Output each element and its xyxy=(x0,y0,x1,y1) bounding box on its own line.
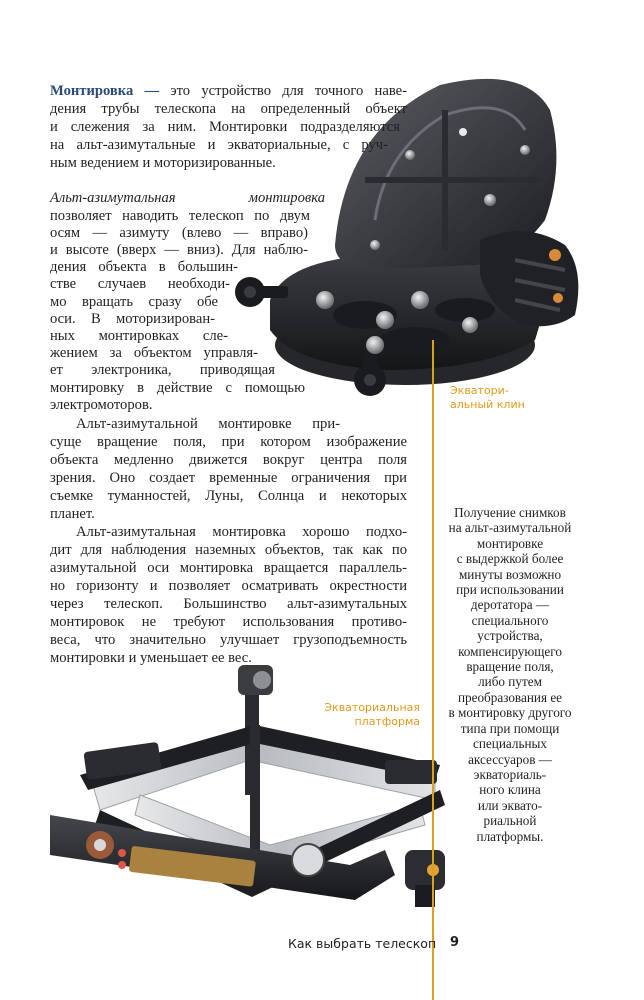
paragraph-line: Альт-азимутальной монтировке при- xyxy=(76,416,340,432)
paragraph-line: позволяет наводить телескоп по двум xyxy=(50,208,310,224)
paragraph-line: дения трубы телескопа на определенный объект xyxy=(50,101,407,117)
paragraph-line: веса, что значительно улучшает грузоподъемность xyxy=(50,632,407,648)
paragraph-line: жением за объектом управля- xyxy=(50,345,258,361)
paragraph-line: мо вращать сразу обе xyxy=(50,294,218,310)
paragraph-line: через телескоп. Большинство альт-азимутальных xyxy=(50,596,407,612)
caption-wedge: Экватори- альный клин xyxy=(450,384,525,411)
paragraph-line: монтировки и уменьшает ее вес. xyxy=(50,650,252,666)
sidebar-note: Получение снимков на альт-азимутальной монтировке с выдержкой более минуты возможно при использовании деротатора — специального устройства, компенсирующего вращение поля, либо путем преобразования ее в монтировку другого типа при помощи специальных аксессуаров — экваториаль- ного клина или эквато- риальной платформы. xyxy=(448,505,572,844)
caption-platform: Экваториальная платформа xyxy=(324,701,420,728)
paragraph-line: на альт-азимутальные и экваториальные, с руч- xyxy=(50,137,388,153)
paragraph-line: дения объекта в большин- xyxy=(50,259,238,275)
paragraph-line: монтировку в действие с помощью xyxy=(50,380,305,396)
paragraph-line: и слежения за ним. Монтировки подразделяются xyxy=(50,119,400,135)
paragraph-line: дит для наблюдения наземных объектов, так как по xyxy=(50,542,407,558)
term-mount: Монтировка — xyxy=(50,83,160,99)
paragraph-line: и высоте (вверх — вниз). Для наблю- xyxy=(50,242,308,258)
paragraph-line: стве случаев необходи- xyxy=(50,276,230,292)
paragraph-line: ным ведением и моторизированные. xyxy=(50,155,276,171)
term-altaz-mount: Альт-азимутальная монтировка xyxy=(50,190,325,206)
vertical-rule xyxy=(432,340,434,1000)
paragraph-line: ет электроника, приводящая xyxy=(50,362,275,378)
paragraph-line: объекта медленно движется вокруг центра поля xyxy=(50,452,407,468)
running-footer-title: Как выбрать телескоп xyxy=(288,936,437,951)
paragraph-line: оси. В моторизирован- xyxy=(50,311,215,327)
paragraph-line: ных монтировках сле- xyxy=(50,328,228,344)
paragraph-line: Альт-азимутальная монтировка хорошо подхо- xyxy=(76,524,407,540)
paragraph-line: зрения. Оно создает временные ограничения при xyxy=(50,470,407,486)
paragraph-line: съемке туманностей, Луны, Солнца и некоторых xyxy=(50,488,407,504)
paragraph-line: электромоторов. xyxy=(50,397,153,413)
paragraph-line: монтировок не требуют использования противо- xyxy=(50,614,407,630)
page-number: 9 xyxy=(450,935,460,950)
paragraph-line: азимутальной оси монтировка вращается параллель- xyxy=(50,560,407,576)
paragraph-line: планет. xyxy=(50,506,95,522)
paragraph-line: но горизонту и позволяет осматривать окрестности xyxy=(50,578,407,594)
paragraph-line: суще вращение поля, при котором изображение xyxy=(50,434,407,450)
paragraph-line: осям — азимуту (влево — вправо) xyxy=(50,225,308,241)
paragraph-line: Монтировка — это устройство для точного наве- xyxy=(50,83,407,99)
